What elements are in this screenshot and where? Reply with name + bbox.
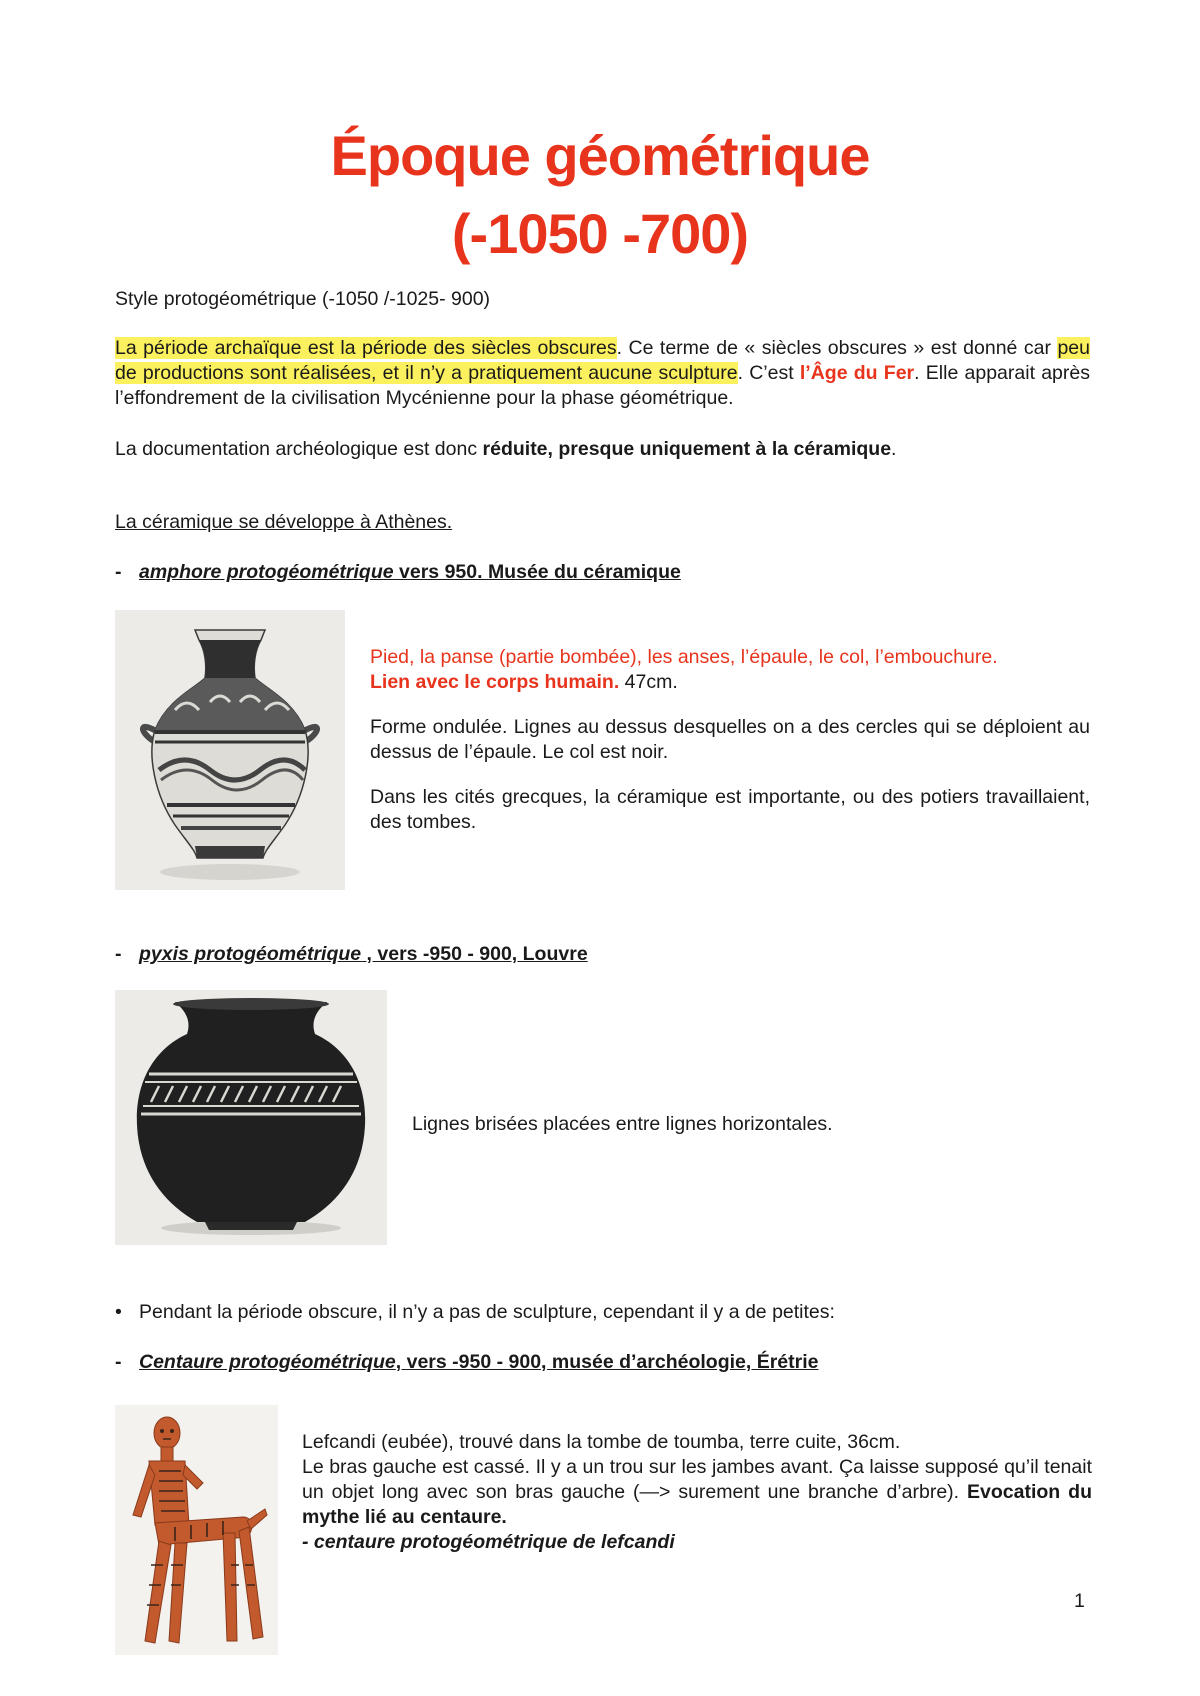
pyxis-heading: - pyxis protogéométrique , vers -950 - 900, Louvre — [115, 943, 588, 965]
amphora-human-link: Lien avec le corps humain. — [370, 671, 620, 693]
highlight-few-productions: peu de productions sont réalisées, et il n’y a pratiquement aucune sculpture — [115, 337, 1090, 384]
centaur-condition: Le bras gauche est cassé. Il y a un trou sur les jambes avant. Ça laisse supposé qu’il tenait un objet long avec son bras gauche (—> surement une branche d’arbre). — [302, 1456, 1092, 1503]
centaur-myth: Evocation du mythe lié au centaure. — [302, 1481, 1092, 1528]
amphora-illustration — [115, 610, 345, 890]
highlight-dark-ages: La période archaïque est la période des siècles obscures — [115, 337, 617, 359]
page-title-dates: (-1050 -700) — [451, 202, 749, 265]
bullet-symbol: • — [115, 1301, 122, 1323]
pyxis-caption: Lignes brisées placées entre lignes horizontales. — [412, 1113, 833, 1135]
sculpture-bullet: • Pendant la période obscure, il n’y a pas de sculpture, cependant il y a de petites: — [115, 1301, 835, 1323]
centaur-illustration — [115, 1405, 278, 1655]
ceramics-heading: La céramique se développe à Athènes. — [115, 511, 453, 533]
amphora-description: Pied, la panse (partie bombée), les anses, l’épaule, le col, l’embouchure. Lien avec le corps humain. 47cm. Forme ondulée. Lignes au dessus desquelles on a des cercles qui se déploient au dessus de l’épaule. Le col est noir. Dans les cités grecques, la céramique est importante, ou des potiers travaillaient, des tombes. — [370, 646, 1090, 833]
amphora-photo — [115, 610, 345, 890]
centaur-subtitle: - centaure protogéométrique de lefcandi — [302, 1531, 675, 1553]
centaur-description — [302, 1430, 1092, 1555]
intro-paragraph: La période archaïque est la période des siècles obscures. Ce terme de « siècles obscures » est donné car peu de productions sont réalisées, et il n’y a pratiquement aucune sculpture. C’est l’Âge du Fer. Elle apparait après l’effondrement de la civilisation Mycénienne pour la phase géométrique. — [115, 337, 1090, 409]
amphora-form-text: Forme ondulée. Lignes au dessus desquelles on a des cercles qui se déploient au dessus de l’épaule. Le col est noir. — [370, 716, 1090, 763]
iron-age-term: l’Âge du Fer — [799, 362, 915, 384]
centaur-heading: - Centaure protogéométrique, vers -950 - 900, musée d’archéologie, Érétrie — [115, 1351, 819, 1373]
subtitle: Style protogéométrique (-1050 /-1025- 900) — [115, 288, 491, 310]
amphora-ceramics-text: Dans les cités grecques, la céramique est importante, ou des potiers travaillaient, des tombes. — [370, 786, 1090, 833]
centaur-origin: Lefcandi (eubée), trouvé dans la tombe de toumba, terre cuite, 36cm. — [302, 1431, 901, 1453]
centaur-photo — [115, 1405, 278, 1655]
documentation-line: La documentation archéologique est donc réduite, presque uniquement à la céramique. — [115, 438, 897, 460]
page-title: Époque géométrique — [330, 124, 870, 187]
pyxis-illustration — [115, 990, 387, 1245]
pyxis-photo — [115, 990, 387, 1245]
amphora-heading: - amphore protogéométrique vers 950. Musée du céramique — [115, 561, 681, 583]
page-number: 1 — [1074, 1590, 1085, 1612]
amphora-parts: Pied, la panse (partie bombée), les anses, l’épaule, le col, l’embouchure. — [370, 646, 998, 668]
